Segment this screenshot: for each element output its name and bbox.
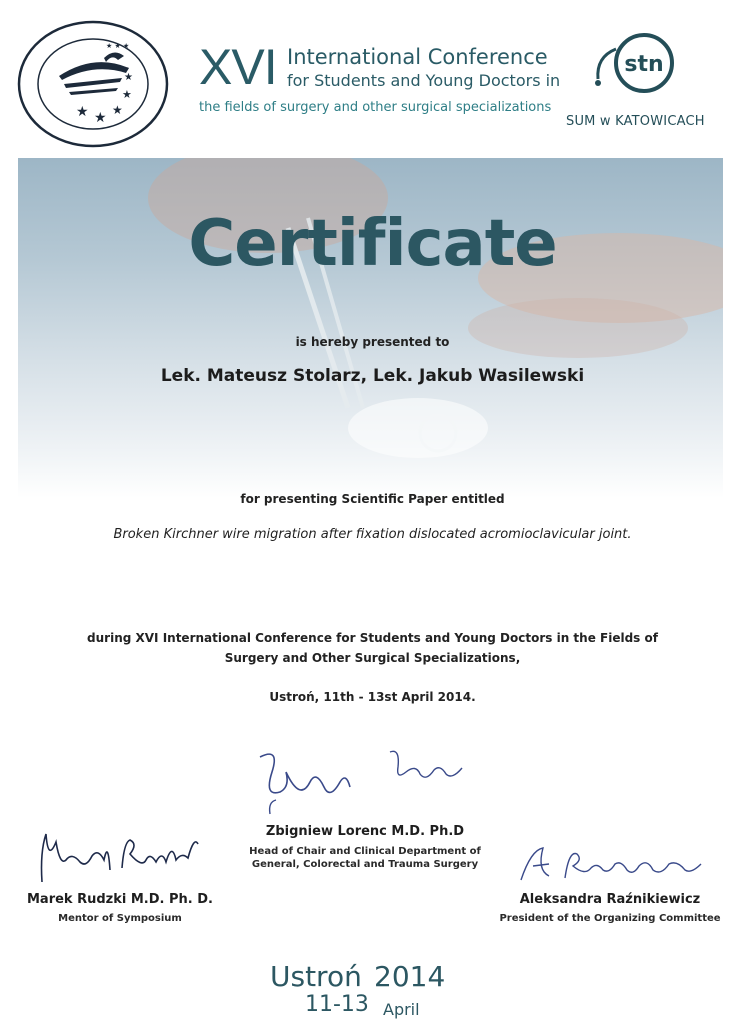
presented-to-text: is hereby presented to — [295, 335, 450, 349]
center-signatory-role — [210, 845, 520, 871]
conference-title-line1: International Conference — [287, 45, 548, 69]
certificate-title: Certificate — [188, 207, 557, 281]
svg-text:★ ★ ★: ★ ★ ★ — [106, 42, 130, 50]
conference-title-line2: for Students and Young Doctors in — [287, 71, 561, 90]
center-signatory-name: Zbigniew Lorenc M.D. Ph.D — [265, 824, 465, 839]
left-signatory-role: Mentor of Symposium — [58, 913, 182, 924]
center-handwritten-signature — [250, 742, 480, 822]
center-signatory-role-line1: Head of Chair and Clinical Department of — [249, 846, 481, 857]
conference-seal-logo — [14, 18, 172, 150]
university-name: SUM w KATOWICACH — [566, 114, 705, 129]
conference-subtitle: the fields of surgery and other surgical specializations — [199, 100, 552, 115]
paper-title: Broken Kirchner wire migration after fixation dislocated acromioclavicular joint. — [113, 527, 632, 542]
stn-logo-text: stn — [624, 52, 664, 77]
footer-days: 11-13 — [305, 992, 369, 1017]
for-presenting-text: for presenting Scientific Paper entitled — [240, 492, 505, 506]
conference-description-line2: Surgery and Other Surgical Specializations, — [224, 651, 521, 665]
left-signatory-name: Marek Rudzki M.D. Ph. D. — [27, 892, 213, 907]
stn-logo — [588, 27, 688, 107]
conference-number: XVI — [199, 39, 277, 95]
footer-year: 2014 — [374, 960, 446, 993]
right-handwritten-signature — [515, 840, 715, 890]
svg-text:★: ★ — [112, 103, 123, 117]
recipient-names: Lek. Mateusz Stolarz, Lek. Jakub Wasilewski — [160, 366, 585, 386]
footer-place: Ustroń — [270, 960, 362, 993]
right-signatory-name: Aleksandra Raźnikiewicz — [519, 892, 701, 907]
conference-description — [60, 628, 685, 668]
footer-month: April — [383, 1000, 420, 1019]
conference-description-line1: during XVI International Conference for Students and Young Doctors in the Fields of — [87, 631, 658, 645]
svg-text:★: ★ — [76, 104, 89, 120]
svg-text:★: ★ — [94, 110, 107, 126]
center-signatory-role-line2: General, Colorectal and Trauma Surgery — [251, 859, 479, 870]
conference-dates: Ustroń, 11th - 13st April 2014. — [269, 690, 476, 704]
right-signatory-role: President of the Organizing Committee — [499, 913, 721, 924]
left-handwritten-signature — [30, 822, 220, 890]
svg-text:★: ★ — [124, 72, 133, 83]
svg-text:★: ★ — [122, 88, 132, 101]
